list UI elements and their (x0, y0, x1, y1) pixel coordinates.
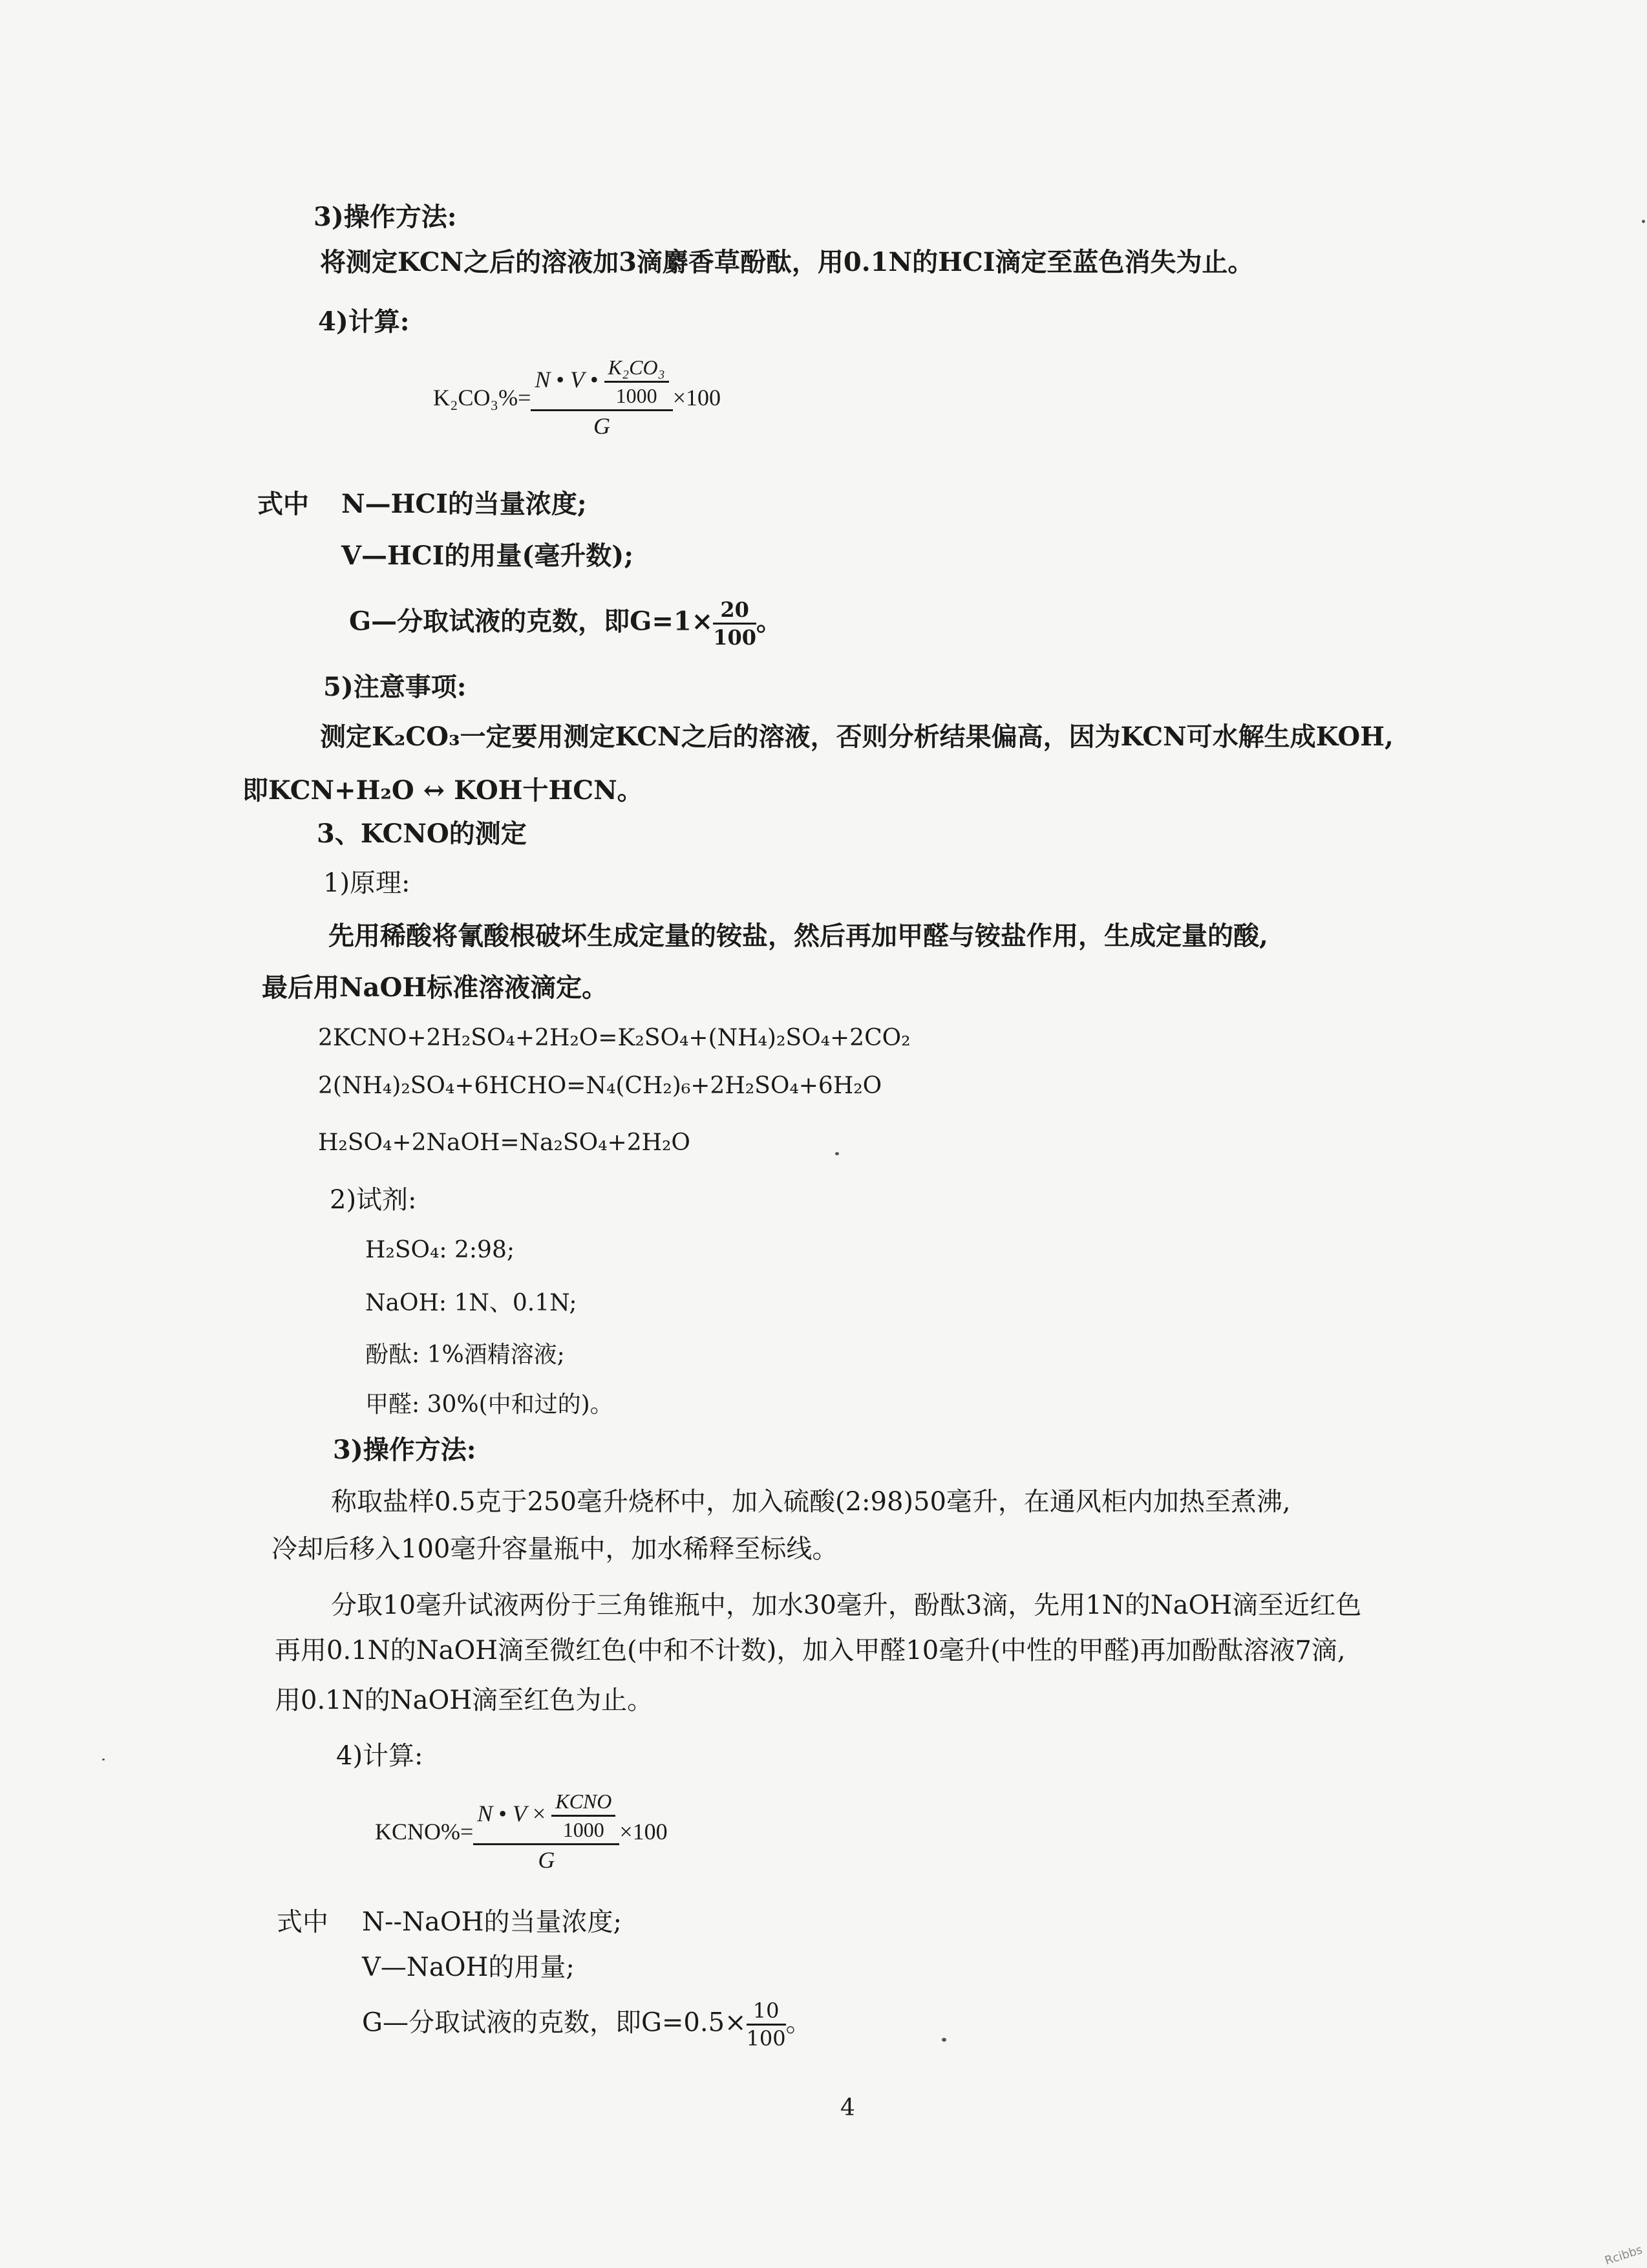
formula-inner-num: KCNO (551, 1790, 615, 1817)
definition-g-end: 。 (785, 2007, 812, 2038)
where-label-2: 式中 (277, 1907, 328, 1937)
formula-tail: ×100 (619, 1819, 668, 1845)
scan-speck (1642, 220, 1645, 223)
formula-inner-den: 1000 (562, 1818, 604, 1841)
formula-times: × (532, 1800, 546, 1826)
method-2-text-1: 称取盐样0.5克于250毫升烧杯中，加入硫酸(2:98)50毫升，在通风柜内加热至煮沸, (331, 1487, 1291, 1517)
definition-g-fraction (713, 598, 756, 649)
step-heading-method: 3)操作方法: (313, 202, 457, 232)
definition-g-text: G—分取试液的克数，即G=0.5× (362, 2007, 747, 2038)
notes-equation: 即KCN+H₂O ↔ KOH十HCN。 (242, 775, 643, 806)
formula-lhs: K₂CO₃%= (433, 385, 531, 411)
formula-fraction (473, 1790, 619, 1874)
definition-v: V—HCI的用量(毫升数); (341, 540, 633, 571)
formula-inner-num: K₂CO₃ (604, 356, 669, 383)
fraction-den: 100 (713, 625, 756, 650)
method-2-text-3: 分取10毫升试液两份于三角锥瓶中，加水30毫升，酚酞3滴，先用1N的NaOH滴至近红色 (331, 1590, 1362, 1620)
definition-n-2: N--NaOH的当量浓度; (362, 1907, 622, 1937)
formula-den: G (538, 1847, 555, 1873)
equation-1: 2KCNO+2H₂SO₄+2H₂O=K₂SO₄+(NH₄)₂SO₄+2CO₂ (318, 1025, 911, 1051)
principle-text-2: 最后用NaOH标准溶液滴定。 (262, 972, 608, 1003)
equation-3: H₂SO₄+2NaOH=Na₂SO₄+2H₂O (318, 1129, 690, 1156)
formula-dot: • (590, 366, 599, 392)
where-label: 式中 (257, 489, 309, 519)
formula-n: N (477, 1800, 493, 1826)
definition-g-text: G—分取试液的克数，即G=1× (349, 606, 714, 637)
definition-g (349, 598, 782, 649)
formula-fraction (531, 356, 672, 440)
step-heading-reagents: 2)试剂: (330, 1185, 417, 1215)
definition-v-2: V—NaOH的用量; (362, 1952, 575, 1982)
formula-lhs: KCNO%= (375, 1819, 474, 1845)
method-text: 将测定KCN之后的溶液加3滴麝香草酚酞，用0.1N的HCI滴定至蓝色消失为止。 (320, 247, 1254, 277)
formula-inner-fraction (604, 356, 669, 408)
formula-den: G (593, 413, 611, 439)
formula-k2co3 (433, 356, 721, 440)
corner-stamp: Rcibbs (1603, 2243, 1644, 2268)
reagent-phenolphthalein: 酚酞: 1%酒精溶液; (365, 1342, 565, 1368)
reagent-formaldehyde: 甲醛: 30%(中和过的)。 (365, 1391, 613, 1418)
formula-dot: • (556, 366, 565, 392)
notes-text: 测定K₂CO₃一定要用测定KCN之后的溶液，否则分析结果偏高，因为KCN可水解生成KOH, (320, 722, 1394, 752)
formula-v: V (512, 1800, 527, 1826)
formula-inner-den: 1000 (615, 384, 657, 407)
definition-g-2 (362, 1999, 812, 2050)
step-heading-principle: 1)原理: (323, 868, 410, 898)
method-2-text-5: 用0.1N的NaOH滴至红色为止。 (275, 1685, 653, 1715)
scan-speck (102, 1759, 105, 1760)
principle-text: 先用稀酸将氰酸根破坏生成定量的铵盐，然后再加甲醛与铵盐作用，生成定量的酸, (328, 921, 1268, 951)
formula-tail: ×100 (672, 385, 721, 411)
reagent-naoh: NaOH: 1N、0.1N; (365, 1290, 577, 1316)
formula-dot: • (498, 1800, 507, 1826)
formula-inner-fraction (551, 1790, 615, 1842)
method-2-text-4: 再用0.1N的NaOH滴至微红色(中和不计数)，加入甲醛10毫升(中性的甲醛)再加酚酞溶液7滴, (275, 1636, 1346, 1665)
fraction-num: 10 (747, 1999, 786, 2026)
method-2-text-2: 冷却后移入100毫升容量瓶中，加水稀释至标线。 (271, 1534, 838, 1564)
fraction-num: 20 (713, 598, 756, 625)
formula-v: V (570, 366, 585, 392)
step-heading-method-2: 3)操作方法: (333, 1435, 476, 1465)
step-heading-calc-2: 4)计算: (336, 1741, 423, 1771)
definition-g-end: 。 (756, 606, 782, 637)
scan-speck (942, 2038, 946, 2042)
fraction-den: 100 (746, 2026, 786, 2051)
formula-kcno (375, 1790, 668, 1874)
scan-speck (835, 1152, 839, 1155)
step-heading-calc: 4)计算: (318, 306, 410, 337)
step-heading-notes: 5)注意事项: (323, 672, 467, 702)
definition-n: N—HCI的当量浓度; (341, 489, 587, 519)
section-heading-kcno: 3、KCNO的测定 (317, 818, 527, 849)
definition-g-fraction (747, 1999, 786, 2050)
equation-2: 2(NH₄)₂SO₄+6HCHO=N₄(CH₂)₆+2H₂SO₄+6H₂O (318, 1073, 882, 1099)
page-number: 4 (840, 2095, 855, 2121)
formula-n: N (535, 366, 551, 392)
reagent-h2so4: H₂SO₄: 2:98; (365, 1237, 515, 1263)
